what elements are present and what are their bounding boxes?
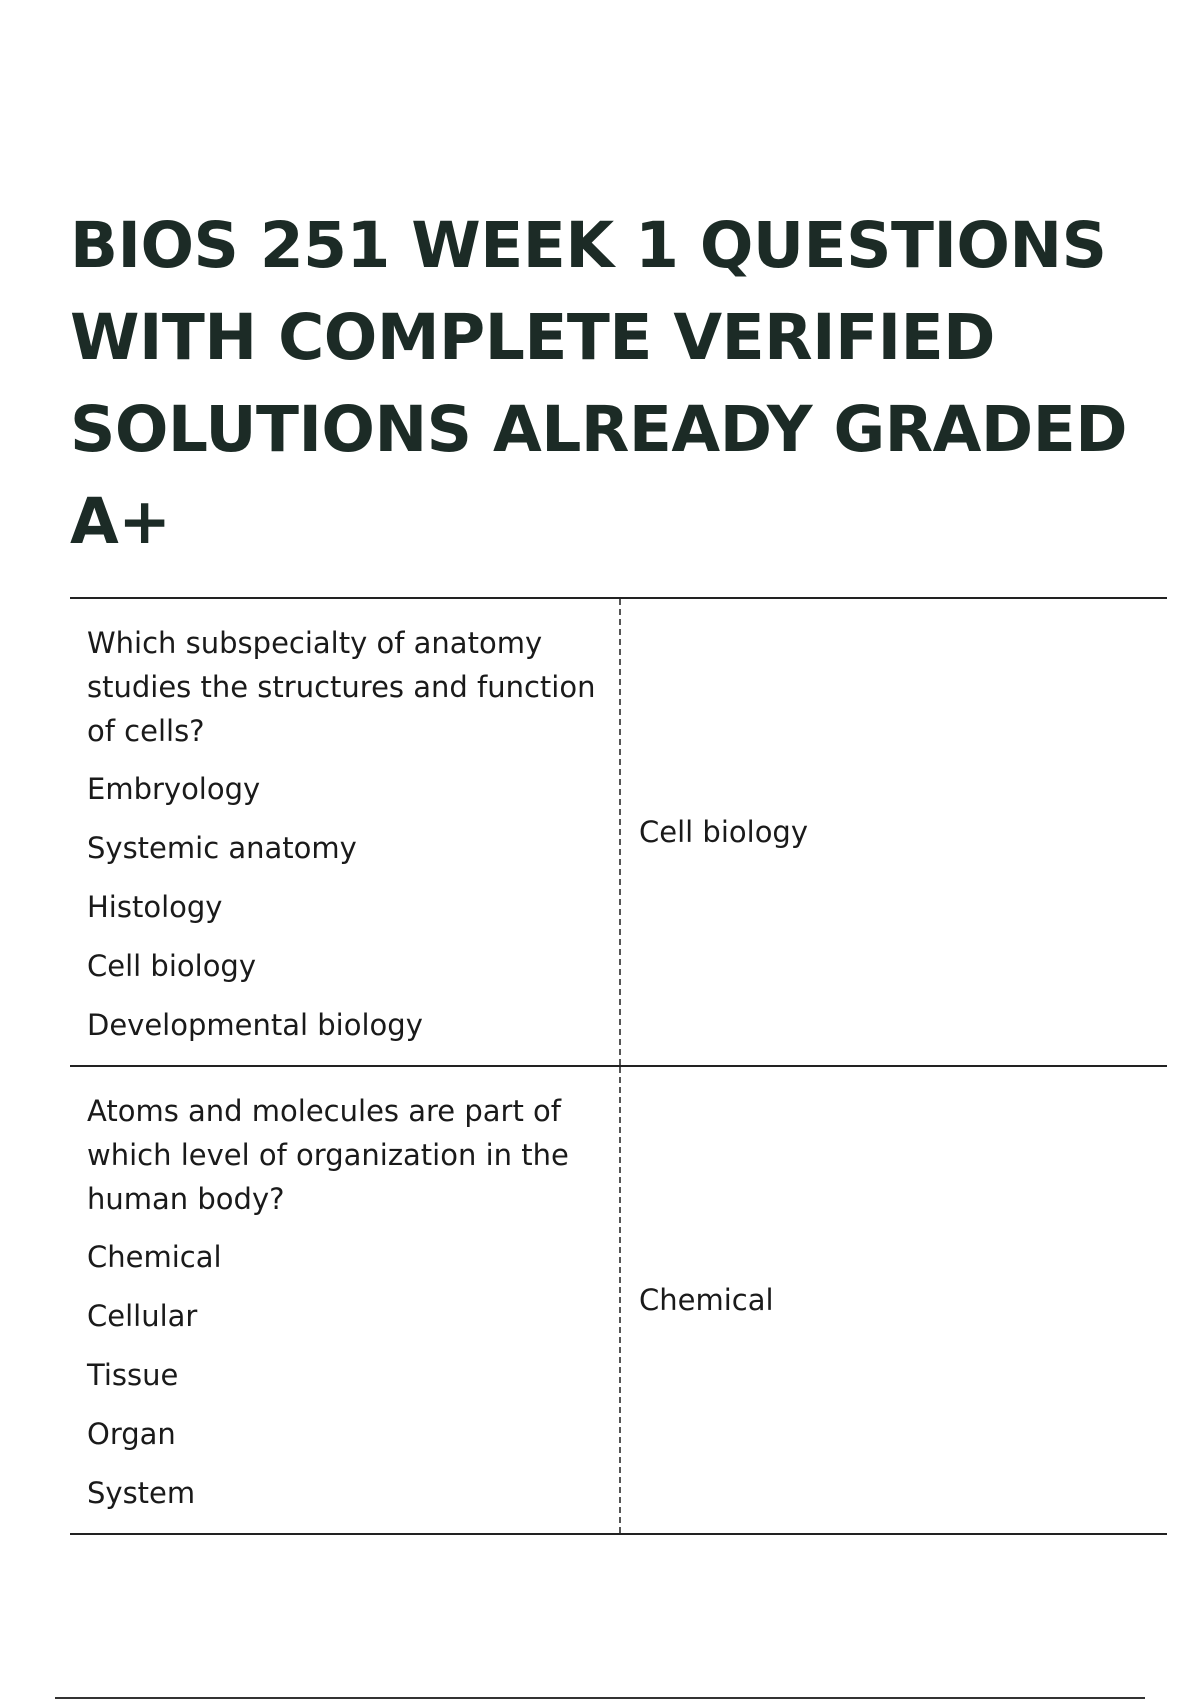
option-item: System (87, 1476, 196, 1510)
question-text: Which subspecialty of anatomy studies the structures and function of cells? (87, 626, 596, 748)
option-item: Chemical (87, 1240, 222, 1274)
option-list (87, 767, 601, 1047)
question-cell (70, 598, 620, 1066)
flashcard-row (70, 598, 1167, 1066)
question-text: Atoms and molecules are part of which level of organization in the human body? (87, 1094, 569, 1216)
option-item: Embryology (87, 772, 261, 806)
footer-divider (55, 1697, 1145, 1699)
document-title: BIOS 251 WEEK 1 QUESTIONS WITH COMPLETE VERIFIED SOLUTIONS ALREADY GRADED A+ (70, 209, 1128, 558)
answer-text: Chemical (639, 1283, 774, 1317)
question-cell (70, 1066, 620, 1534)
option-item: Histology (87, 890, 223, 924)
flashcard-row (70, 1066, 1167, 1534)
option-item: Developmental biology (87, 1008, 423, 1042)
option-item: Cellular (87, 1299, 198, 1333)
answer-cell (620, 598, 1167, 1066)
answer-text: Cell biology (639, 815, 809, 849)
option-item: Organ (87, 1417, 176, 1451)
answer-cell (620, 1066, 1167, 1534)
flashcard-table (70, 597, 1167, 1535)
option-list (87, 1235, 601, 1515)
option-item: Cell biology (87, 949, 257, 983)
option-item: Tissue (87, 1358, 179, 1392)
option-item: Systemic anatomy (87, 831, 357, 865)
